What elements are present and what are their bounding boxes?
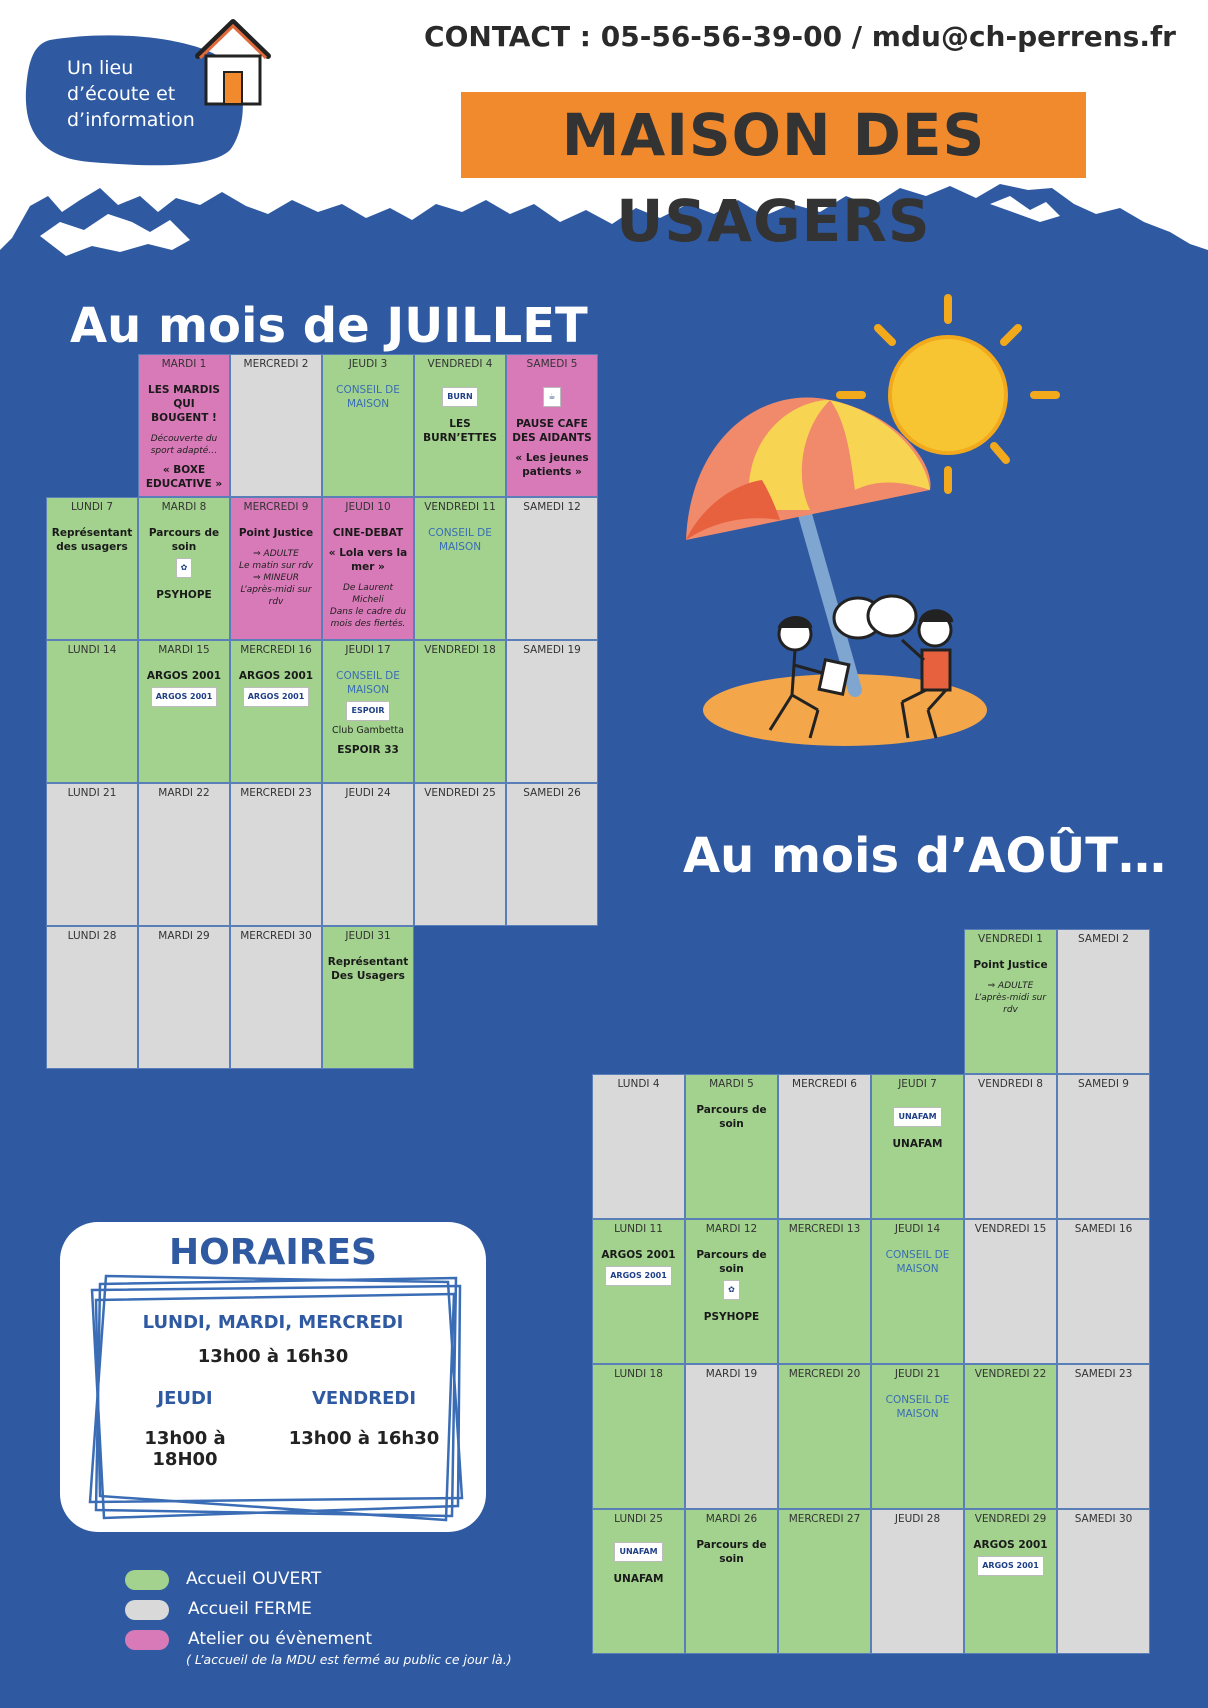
event-title: Parcours de soin [696, 1249, 767, 1275]
calendar-day-cell [685, 1074, 778, 1219]
calendar-day-cell [138, 354, 230, 497]
day-label: SAMEDI 19 [523, 644, 581, 656]
day-label: JEUDI 24 [345, 787, 391, 799]
day-label: MARDI 19 [705, 1368, 758, 1380]
hours-days-2: JEUDI [157, 1388, 213, 1409]
event-detail: ⇒ MINEUR [252, 573, 300, 583]
hours-time-1: 13h00 à 16h30 [197, 1346, 349, 1367]
calendar-day-cell [506, 783, 598, 926]
event-title: ARGOS 2001 [601, 1249, 676, 1261]
event-title: « Lola vers la mer » [328, 547, 408, 573]
calendar-day-cell [414, 497, 506, 640]
legend-note: ( L’accueil de la MDU est fermé au public ce jour là.) [186, 1652, 512, 1667]
day-label: MERCREDI 27 [788, 1513, 861, 1525]
calendar-day-cell [1057, 1219, 1150, 1364]
event-title: Parcours de soin [148, 527, 220, 553]
calendar-day-cell [964, 1074, 1057, 1219]
partner-logo-wrap [872, 1103, 963, 1131]
calendar-day-cell [322, 354, 414, 497]
day-label: MERCREDI 23 [240, 787, 312, 799]
event-title: LES MARDIS QUI BOUGENT ! [148, 384, 220, 424]
event-title: UNAFAM [892, 1138, 943, 1150]
calendar-day-cell [685, 1219, 778, 1364]
day-label: MARDI 1 [161, 358, 207, 370]
event-detail: L’après-midi sur rdv [240, 585, 312, 607]
day-label: JEUDI 7 [898, 1078, 937, 1090]
day-label: VENDREDI 1 [978, 933, 1043, 945]
event-link-text: CONSEIL DE MAISON [885, 1249, 950, 1275]
partner-logo: ESPOIR [346, 701, 389, 721]
day-label: VENDREDI 11 [424, 501, 496, 513]
day-label: JEUDI 17 [345, 644, 391, 656]
day-label: LUNDI 28 [67, 930, 117, 942]
calendar-day-cell [964, 929, 1057, 1074]
calendar-day-cell [414, 354, 506, 497]
calendar-day-cell [230, 640, 322, 783]
day-label: MERCREDI 6 [792, 1078, 857, 1090]
event-title: ARGOS 2001 [146, 670, 222, 682]
event-detail: Découverte du sport adapté… [150, 434, 218, 456]
day-label: JEUDI 14 [894, 1223, 941, 1235]
calendar-day-cell [230, 497, 322, 640]
day-label: SAMEDI 23 [1074, 1368, 1133, 1380]
day-label: SAMEDI 5 [526, 358, 578, 370]
calendar-day-cell [964, 1509, 1057, 1654]
event-title: PAUSE CAFE DES AIDANTS [512, 418, 592, 444]
legend-closed-label: Accueil FERME [188, 1599, 312, 1619]
hours-time-3: 13h00 à 16h30 [288, 1428, 440, 1449]
calendar-day-cell [592, 1219, 685, 1364]
calendar-day-cell [685, 1364, 778, 1509]
calendar-day-cell [138, 783, 230, 926]
event-title: « BOXE EDUCATIVE » [145, 464, 223, 490]
event-detail: L’après-midi sur rdv [974, 993, 1047, 1015]
day-label: MARDI 8 [161, 501, 207, 513]
calendar-day-cell [322, 640, 414, 783]
partner-logo-wrap [415, 383, 505, 411]
calendar-day-cell [592, 1364, 685, 1509]
partner-logo: BURN [442, 387, 477, 407]
event-detail: ⇒ ADULTE [987, 981, 1034, 991]
badge-line: Un lieu [67, 57, 134, 79]
calendar-day-cell [138, 640, 230, 783]
calendar-day-cell [964, 1219, 1057, 1364]
partner-logo: ARGOS 2001 [605, 1266, 672, 1286]
badge-line: d’information [67, 109, 195, 131]
calendar-day-cell [778, 1074, 871, 1219]
day-label: SAMEDI 12 [523, 501, 581, 513]
day-label: MARDI 5 [709, 1078, 754, 1090]
badge-line: d’écoute et [67, 83, 176, 105]
calendar-day-cell [592, 1074, 685, 1219]
day-label: MARDI 29 [158, 930, 210, 942]
day-label: MARDI 15 [158, 644, 210, 656]
partner-logo: ARGOS 2001 [977, 1556, 1044, 1576]
partner-logo-wrap [686, 1276, 777, 1304]
calendar-day-cell [414, 640, 506, 783]
calendar-day-cell [1057, 1074, 1150, 1219]
calendar-day-cell [778, 1364, 871, 1509]
calendar-day-cell [592, 1509, 685, 1654]
event-detail: Le matin sur rdv [239, 561, 313, 571]
event-title: Parcours de soin [696, 1104, 767, 1130]
day-label: VENDREDI 22 [974, 1368, 1047, 1380]
partner-logo-wrap [593, 1538, 684, 1566]
calendar-day-cell [871, 1219, 964, 1364]
calendar-day-cell [138, 497, 230, 640]
day-label: MERCREDI 9 [243, 501, 309, 513]
legend-event-label: Atelier ou évènement [188, 1629, 373, 1649]
event-detail: Dans le cadre du mois des fiertés. [329, 607, 407, 629]
event-title: « Les jeunes patients » [515, 452, 589, 478]
calendar-day-cell [964, 1364, 1057, 1509]
partner-logo: UNAFAM [893, 1107, 941, 1127]
partner-logo-wrap [507, 383, 597, 411]
day-label: LUNDI 21 [67, 787, 117, 799]
event-title: CINE-DEBAT [332, 527, 404, 539]
event-title: LES BURN’ETTES [423, 418, 497, 444]
day-label: LUNDI 7 [70, 501, 114, 513]
event-title: Point Justice [973, 959, 1048, 971]
calendar-day-cell [871, 1509, 964, 1654]
badge-text [25, 35, 240, 160]
partner-logo: ✿ [176, 558, 193, 578]
day-label: VENDREDI 18 [424, 644, 496, 656]
calendar-day-cell [1057, 1509, 1150, 1654]
hours-days-1: LUNDI, MARDI, MERCREDI [142, 1312, 404, 1333]
contact-line: CONTACT : 05-56-56-39-00 / mdu@ch-perrens.fr [424, 20, 1176, 53]
calendar-day-cell [322, 497, 414, 640]
event-title: Point Justice [238, 527, 314, 539]
calendar-day-cell [46, 926, 138, 1069]
calendar-day-cell [230, 926, 322, 1069]
day-label: JEUDI 31 [345, 930, 391, 942]
day-label: VENDREDI 15 [974, 1223, 1047, 1235]
day-label: MERCREDI 13 [788, 1223, 861, 1235]
partner-logo-wrap [231, 683, 321, 711]
partner-logo-wrap [323, 697, 413, 725]
day-label: JEUDI 28 [894, 1513, 941, 1525]
calendar-day-cell [322, 783, 414, 926]
calendar-day-cell [506, 354, 598, 497]
day-label: SAMEDI 9 [1078, 1078, 1129, 1090]
partner-logo-wrap [965, 1552, 1056, 1580]
event-title: Représentant des usagers [51, 527, 133, 553]
hours-title: HORAIRES [169, 1232, 377, 1273]
calendar-day-cell [1057, 1364, 1150, 1509]
calendar-day-cell [1057, 929, 1150, 1074]
beach-illustration [680, 290, 1100, 760]
day-label: JEUDI 21 [894, 1368, 941, 1380]
day-label: SAMEDI 26 [523, 787, 581, 799]
calendar-day-cell [322, 926, 414, 1069]
day-label: SAMEDI 30 [1074, 1513, 1133, 1525]
event-link-text: CONSEIL DE MAISON [428, 527, 492, 553]
event-title: UNAFAM [613, 1573, 664, 1585]
event-detail: ⇒ ADULTE [253, 549, 299, 559]
day-label: SAMEDI 16 [1074, 1223, 1133, 1235]
partner-logo-wrap [139, 683, 229, 711]
calendar-day-cell [46, 640, 138, 783]
partner-logo-wrap [139, 554, 229, 582]
partner-logo: ✿ [723, 1280, 740, 1300]
day-label: JEUDI 3 [348, 358, 388, 370]
day-label: MARDI 12 [705, 1223, 758, 1235]
calendar-day-cell [138, 926, 230, 1069]
event-title: ARGOS 2001 [238, 670, 314, 682]
event-link-text: CONSEIL DE MAISON [336, 384, 400, 410]
calendar-day-cell [778, 1509, 871, 1654]
event-detail: De Laurent Micheli [342, 583, 394, 605]
partner-logo: UNAFAM [614, 1542, 662, 1562]
partner-logo: ☕ [543, 387, 560, 407]
calendar-day-cell [778, 1219, 871, 1364]
calendar-day-cell [230, 783, 322, 926]
day-label: LUNDI 25 [614, 1513, 663, 1525]
calendar-day-cell [506, 640, 598, 783]
hours-time-2: 13h00 à 18H00 [144, 1428, 226, 1470]
partner-logo: ARGOS 2001 [243, 687, 310, 707]
day-label: MERCREDI 30 [240, 930, 312, 942]
event-title: PSYHOPE [156, 589, 212, 601]
calendar-day-cell [871, 1364, 964, 1509]
calendar-day-cell [506, 497, 598, 640]
hours-days-3: VENDREDI [311, 1388, 417, 1409]
day-label: MARDI 22 [158, 787, 210, 799]
event-link-text: CONSEIL DE MAISON [885, 1394, 950, 1420]
day-label: SAMEDI 2 [1078, 933, 1129, 945]
page-title: MAISON DES USAGERS [461, 92, 1086, 178]
legend-closed-swatch [125, 1600, 169, 1620]
calendar-day-cell [46, 497, 138, 640]
calendar-day-cell [230, 354, 322, 497]
august-title: Au mois d’AOÛT… [683, 828, 1167, 884]
partner-logo: ARGOS 2001 [151, 687, 218, 707]
legend-open-swatch [125, 1570, 169, 1590]
day-label: VENDREDI 4 [427, 358, 493, 370]
day-label: VENDREDI 8 [978, 1078, 1043, 1090]
day-label: VENDREDI 25 [424, 787, 496, 799]
legend-event-swatch [125, 1630, 169, 1650]
day-label: LUNDI 11 [614, 1223, 663, 1235]
event-title: Club Gambetta [332, 725, 404, 736]
calendar-day-cell [46, 783, 138, 926]
legend-open-label: Accueil OUVERT [186, 1569, 322, 1589]
event-title: Représentant Des Usagers [327, 956, 409, 982]
event-title: Parcours de soin [696, 1539, 767, 1565]
day-label: LUNDI 4 [617, 1078, 660, 1090]
day-label: MERCREDI 20 [788, 1368, 861, 1380]
day-label: MARDI 26 [705, 1513, 758, 1525]
event-link-text: CONSEIL DE MAISON [336, 670, 400, 696]
day-label: MERCREDI 16 [240, 644, 312, 656]
event-title: PSYHOPE [703, 1311, 760, 1323]
event-title: ESPOIR 33 [337, 744, 399, 756]
event-title: ARGOS 2001 [973, 1539, 1048, 1551]
calendar-day-cell [414, 783, 506, 926]
day-label: LUNDI 14 [67, 644, 117, 656]
july-title: Au mois de JUILLET [70, 298, 588, 354]
day-label: MERCREDI 2 [243, 358, 309, 370]
partner-logo-wrap [593, 1262, 684, 1290]
day-label: LUNDI 18 [614, 1368, 663, 1380]
calendar-day-cell [871, 1074, 964, 1219]
day-label: JEUDI 10 [345, 501, 391, 513]
calendar-day-cell [685, 1509, 778, 1654]
day-label: VENDREDI 29 [974, 1513, 1047, 1525]
